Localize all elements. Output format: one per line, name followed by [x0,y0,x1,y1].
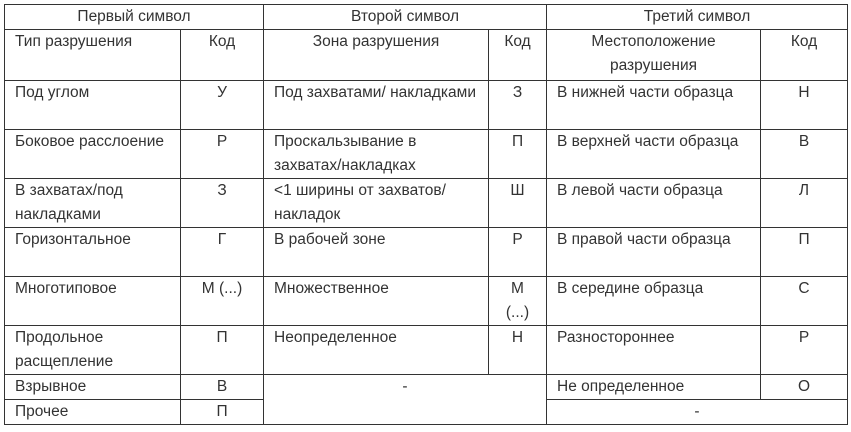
type-cell: Прочее [5,400,181,425]
zone-cell: Под захватами/ накладками [264,81,489,130]
zone-cell: В рабочей зоне [264,228,489,277]
code-cell: Р [489,228,547,277]
failure-codes-table [4,4,848,425]
second-empty-cell: - [264,375,547,425]
header-code: Код [181,30,264,81]
header-code: Код [761,30,848,81]
group-third: Третий символ [547,5,848,30]
code-cell: Л [761,179,848,228]
type-cell: Боковое расслоение [5,130,181,179]
header-location: Местоположение разрушения [547,30,761,81]
location-cell: В середине образца [547,277,761,326]
group-first: Первый символ [5,5,264,30]
header-code: Код [489,30,547,81]
code-cell: В [761,130,848,179]
type-cell: В захватах/под накладками [5,179,181,228]
table-row [5,130,848,179]
code-cell: П [489,130,547,179]
code-cell: Н [761,81,848,130]
type-cell: Взрывное [5,375,181,400]
table-row [5,277,848,326]
zone-cell: Проскальзывание в захватах/накладках [264,130,489,179]
group-second: Второй символ [264,5,547,30]
code-cell: Р [181,130,264,179]
zone-cell: <1 ширины от захватов/накладок [264,179,489,228]
code-cell: Г [181,228,264,277]
code-cell: Ш [489,179,547,228]
code-cell: П [181,400,264,425]
third-empty-cell: - [547,400,848,425]
header-zone: Зона разрушения [264,30,489,81]
code-cell: З [181,179,264,228]
code-cell: З [489,81,547,130]
table-row [5,326,848,375]
location-cell: В верхней части образца [547,130,761,179]
code-cell: Р [761,326,848,375]
location-cell: Разностороннее [547,326,761,375]
type-cell: Горизонтальное [5,228,181,277]
type-cell: Продольное расщепление [5,326,181,375]
group-header-row [5,5,848,30]
zone-cell: Множественное [264,277,489,326]
code-cell: М (...) [489,277,547,326]
location-cell: Не определенное [547,375,761,400]
type-cell: Под углом [5,81,181,130]
zone-cell: Неопределенное [264,326,489,375]
location-cell: В нижней части образца [547,81,761,130]
code-cell: П [761,228,848,277]
code-cell: П [181,326,264,375]
location-cell: В левой части образца [547,179,761,228]
code-cell: У [181,81,264,130]
location-cell: В правой части образца [547,228,761,277]
type-cell: Многотиповое [5,277,181,326]
code-cell: О [761,375,848,400]
code-cell: Н [489,326,547,375]
code-cell: С [761,277,848,326]
table-row [5,375,848,400]
table-row [5,81,848,130]
column-header-row [5,30,848,81]
table-row [5,179,848,228]
table-row [5,228,848,277]
code-cell: М (...) [181,277,264,326]
header-type: Тип разрушения [5,30,181,81]
code-cell: В [181,375,264,400]
